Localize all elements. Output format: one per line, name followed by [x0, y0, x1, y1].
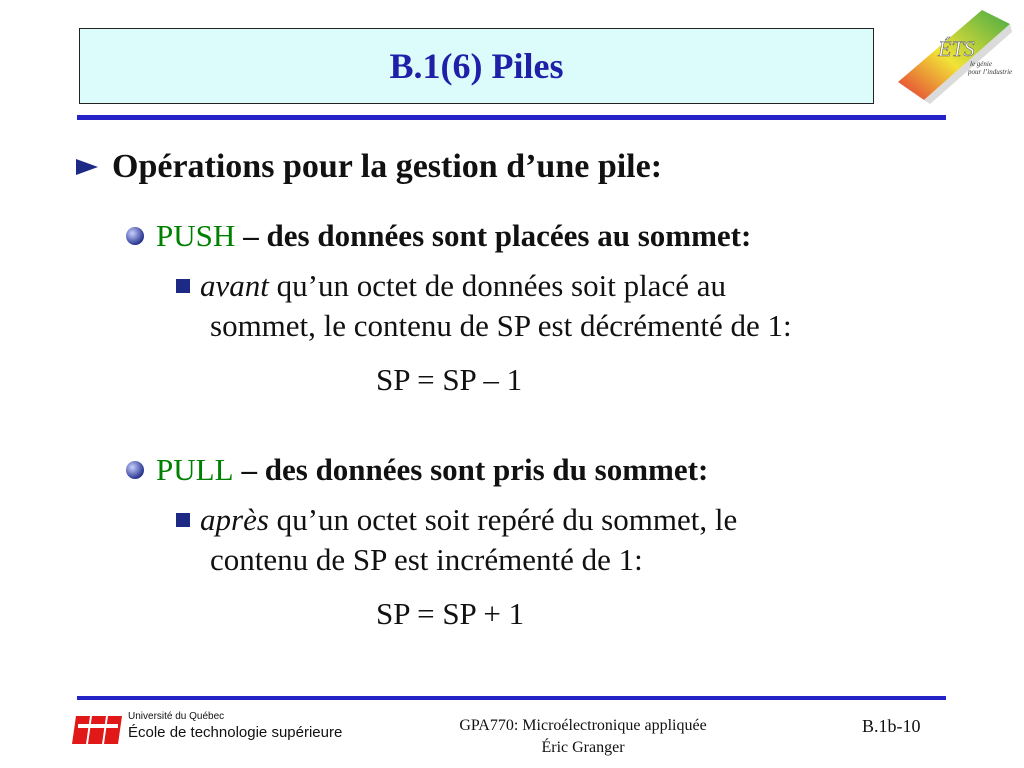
- arrow-bullet-icon: [74, 157, 100, 177]
- title-rule: [77, 115, 946, 120]
- push-detail: [176, 266, 792, 346]
- pull-bullet: [124, 452, 708, 488]
- sphere-bullet-icon: [124, 459, 146, 481]
- main-bullet: [74, 148, 662, 186]
- uq-logo-icon: [72, 712, 122, 748]
- svg-text:le génie: le génie: [970, 60, 992, 68]
- title-box: [79, 28, 874, 104]
- push-detail-line2: sommet, le contenu de SP est décrémenté de 1:: [210, 308, 792, 343]
- push-keyword: PUSH: [156, 218, 236, 253]
- square-bullet-icon: [176, 513, 190, 527]
- svg-text:ÉTS: ÉTS: [938, 36, 975, 61]
- sphere-bullet-icon: [124, 225, 146, 247]
- university-name: Université du Québec: [128, 711, 225, 722]
- pull-detail-line1: qu’un octet soit repéré du sommet, le: [268, 502, 738, 537]
- course-title: GPA770: Microélectronique appliquée: [459, 717, 707, 734]
- push-detail-emph: avant: [200, 268, 269, 303]
- push-heading: – des données sont placées au sommet:: [243, 218, 752, 253]
- footer-rule: [77, 696, 946, 700]
- pull-detail: [176, 500, 737, 580]
- main-bullet-text: Opérations pour la gestion d’une pile:: [112, 148, 663, 185]
- pull-keyword: PULL: [156, 452, 234, 487]
- slide-number: B.1b-10: [862, 716, 921, 736]
- pull-detail-emph: après: [200, 502, 269, 537]
- slide-title: B.1(6) Piles: [389, 46, 564, 86]
- school-name: École de technologie supérieure: [128, 724, 343, 741]
- push-bullet: [124, 218, 751, 254]
- pull-heading: – des données sont pris du sommet:: [241, 452, 709, 487]
- course-info: [428, 715, 738, 759]
- pull-detail-line2: contenu de SP est incrémenté de 1:: [210, 542, 643, 577]
- ets-logo: [894, 4, 1018, 108]
- push-formula: SP = SP – 1: [376, 362, 523, 397]
- svg-text:pour l’industrie: pour l’industrie: [968, 68, 1013, 76]
- square-bullet-icon: [176, 279, 190, 293]
- pull-formula: SP = SP + 1: [376, 596, 525, 631]
- push-detail-line1: qu’un octet de données soit placé au: [268, 268, 726, 303]
- instructor-name: Éric Granger: [541, 739, 625, 756]
